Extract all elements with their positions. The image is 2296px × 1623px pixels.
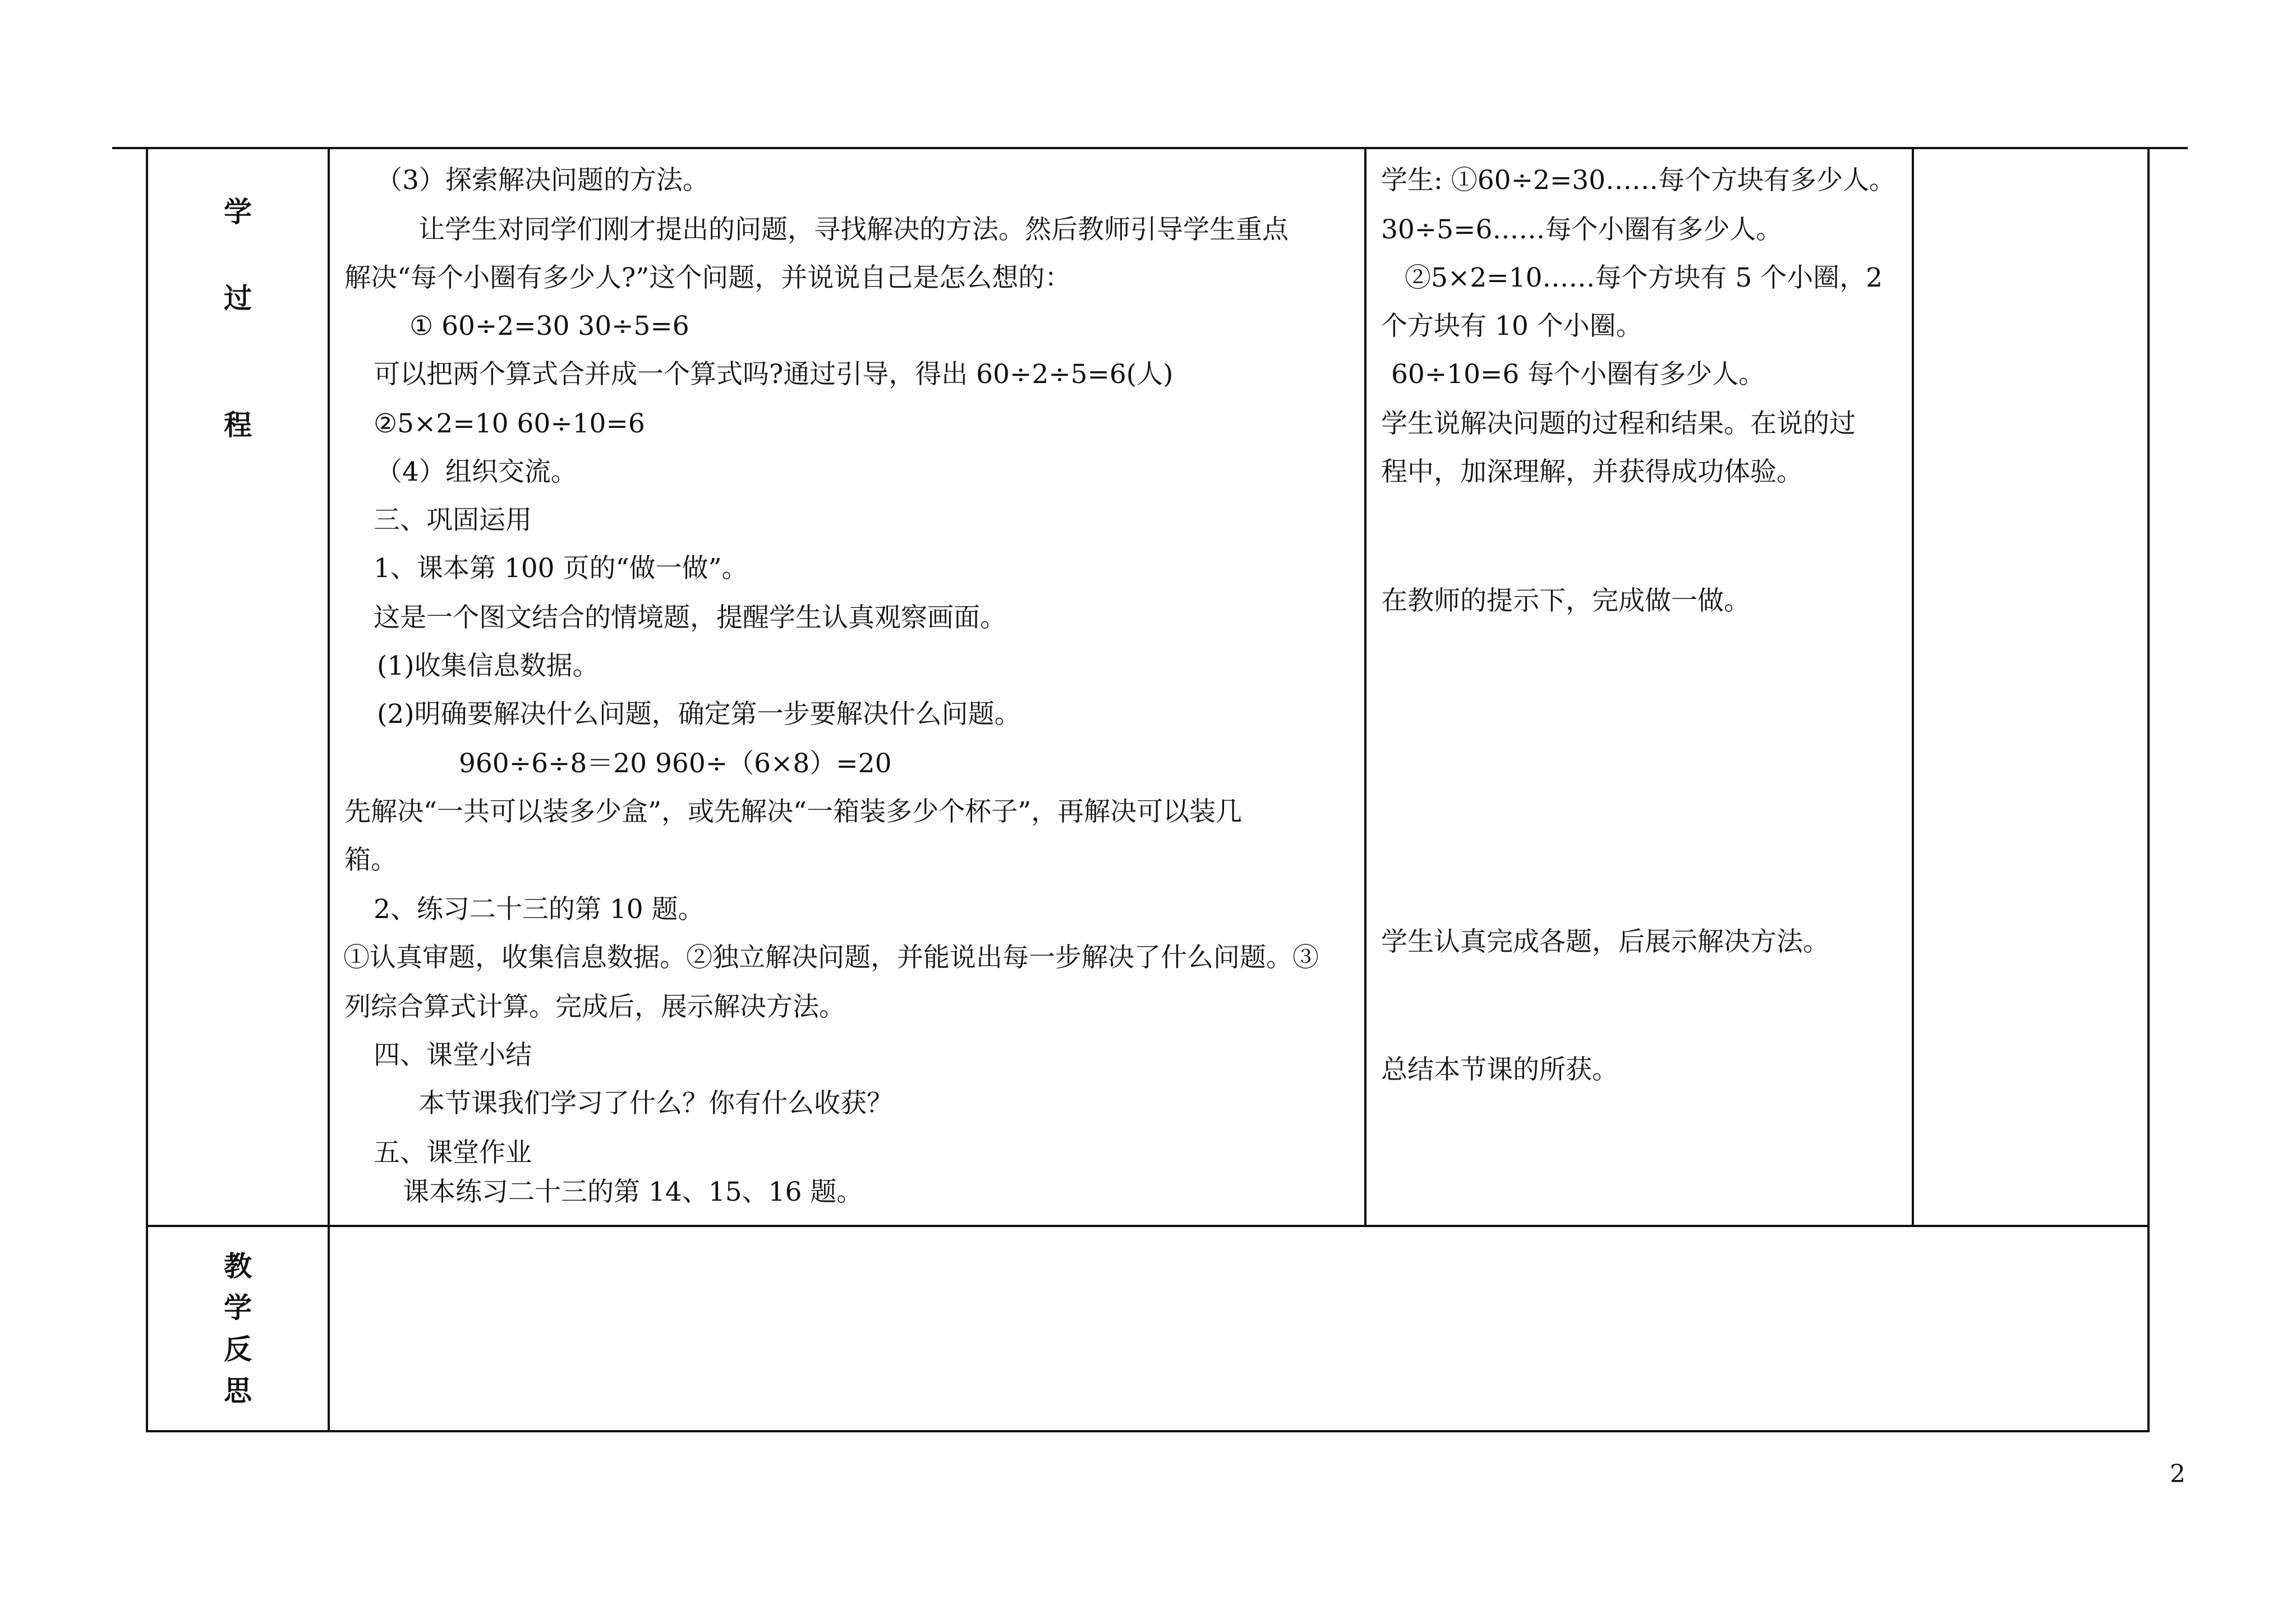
teacher-line: (1)收集信息数据。 xyxy=(377,651,599,681)
student-line: 程中，加深理解，并获得成功体验。 xyxy=(1381,457,1803,487)
teacher-line: ①认真审题，收集信息数据。②独立解决问题，并能说出每一步解决了什么问题。③ xyxy=(343,942,1319,973)
teacher-line: 五、课堂作业 xyxy=(374,1137,532,1168)
process-label-char: 学 xyxy=(224,195,252,228)
student-line: 总结本节课的所获。 xyxy=(1381,1054,1618,1085)
reflection-content-cell xyxy=(330,1227,2147,1430)
teacher-line: 本节课我们学习了什么？你有什么收获？ xyxy=(418,1088,893,1119)
teacher-activity-cell xyxy=(330,149,1364,1225)
teacher-line: 解决“每个小圈有多少人?”这个问题，并说说自己是怎么想的： xyxy=(344,262,1071,293)
student-line: 学生说解决问题的过程和结果。在说的过 xyxy=(1381,408,1856,439)
student-line: 在教师的提示下，完成做一做。 xyxy=(1381,585,1750,616)
process-label-char: 程 xyxy=(224,408,252,441)
teacher-line: 课本练习二十三的第 14、15、16 题。 xyxy=(403,1177,863,1207)
page-number: 2 xyxy=(2170,1460,2185,1488)
teacher-line: ① 60÷2=30 30÷5=6 xyxy=(409,311,689,342)
reflection-label-char: 思 xyxy=(224,1374,252,1407)
teacher-line: （4）组织交流。 xyxy=(376,457,577,487)
teacher-line: 让学生对同学们刚才提出的问题，寻找解决的方法。然后教师引导学生重点 xyxy=(418,214,1289,245)
teacher-line: 箱。 xyxy=(344,845,397,875)
teacher-line: 2、练习二十三的第 10 题。 xyxy=(374,894,705,925)
student-line: ②5×2=10……每个方块有 5 个小圈，2 xyxy=(1405,262,1883,293)
reflection-label-char: 学 xyxy=(224,1291,252,1324)
student-line: 个方块有 10 个小圈。 xyxy=(1381,311,1642,342)
teacher-line: ②5×2=10 60÷10=6 xyxy=(374,408,645,439)
process-label-cell xyxy=(148,149,328,1225)
student-activity-cell xyxy=(1366,149,1912,1225)
reflection-label-char: 教 xyxy=(224,1249,252,1283)
teacher-line: 四、课堂小结 xyxy=(374,1040,532,1071)
student-line: 学生认真完成各题，后展示解决方法。 xyxy=(1381,926,1829,957)
reflection-label-cell xyxy=(148,1227,328,1430)
reflection-label-char: 反 xyxy=(224,1332,252,1366)
teacher-line: 可以把两个算式合并成一个算式吗?通过引导，得出 60÷2÷5=6(人) xyxy=(374,359,1174,390)
teacher-line: 先解决“一共可以装多少盒”，或先解决“一箱装多少个杯子”，再解决可以装几 xyxy=(344,796,1243,827)
student-line: 30÷5=6……每个小圈有多少人。 xyxy=(1381,214,1783,245)
teacher-line: （3）探索解决问题的方法。 xyxy=(376,165,709,196)
notes-cell xyxy=(1914,149,2147,1225)
teacher-line: (2)明确要解决什么问题，确定第一步要解决什么问题。 xyxy=(377,699,1021,730)
teacher-line: 三、巩固运用 xyxy=(374,505,532,536)
teacher-line: 1、课本第 100 页的“做一做”。 xyxy=(374,553,748,584)
student-line: 学生: ①60÷2=30……每个方块有多少人。 xyxy=(1381,165,1896,196)
process-label-char: 过 xyxy=(224,282,252,315)
teacher-line: 这是一个图文结合的情境题，提醒学生认真观察画面。 xyxy=(374,602,1006,633)
teacher-line: 列综合算式计算。完成后，展示解决方法。 xyxy=(344,992,845,1022)
teacher-line: 960÷6÷8＝20 960÷（6×8）=20 xyxy=(459,748,892,779)
student-line: 60÷10=6 每个小圈有多少人。 xyxy=(1391,359,1765,390)
